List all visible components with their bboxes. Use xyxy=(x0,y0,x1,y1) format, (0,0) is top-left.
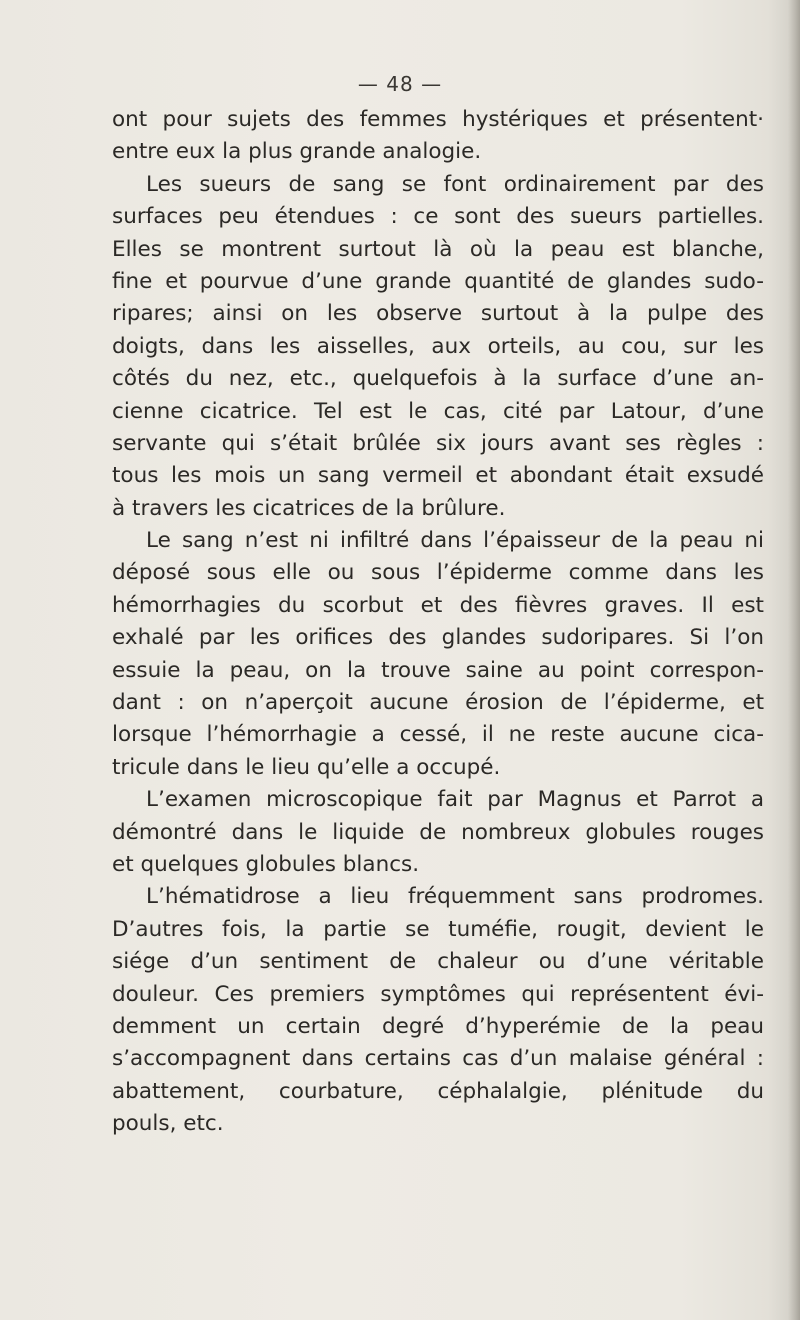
page-number: — 48 — xyxy=(357,72,443,96)
text-line: demment un certain degré d’hyperémie de la peau xyxy=(112,1013,764,1039)
text-line: L’examen microscopique fait par Magnus et Parrot a xyxy=(146,787,764,813)
text-line: ont pour sujets des femmes hystériques et présentent· xyxy=(112,107,764,132)
text-line: à travers les cicatrices de la brûlure. xyxy=(112,495,506,521)
text-line: D’autres fois, la partie se tuméfie, rougit, devient le xyxy=(112,916,764,942)
page-edge-shadow xyxy=(788,0,800,1320)
text-line: surfaces peu étendues : ce sont des sueurs partielles. xyxy=(112,204,764,230)
text-line: et quelques globules blancs. xyxy=(112,851,420,877)
text-line: hémorrhagies du scorbut et des fièvres graves. Il est xyxy=(112,592,764,618)
text-line: s’accompagnent dans certains cas d’un malaise général : xyxy=(112,1046,764,1072)
text-line: siége d’un sentiment de chaleur ou d’une véritable xyxy=(112,949,764,975)
text-line: doigts, dans les aisselles, aux orteils, au cou, sur les xyxy=(112,333,764,359)
text-line: entre eux la plus grande analogie. xyxy=(112,139,482,165)
text-line: démontré dans le liquide de nombreux globules rouges xyxy=(112,819,764,845)
text-line: tricule dans le lieu qu’elle a occupé. xyxy=(112,754,501,780)
text-line: douleur. Ces premiers symptômes qui représentent évi- xyxy=(112,981,764,1007)
text-line: servante qui s’était brûlée six jours avant ses règles : xyxy=(112,430,764,456)
text-line: dant : on n’aperçoit aucune érosion de l’épiderme, et xyxy=(112,690,764,716)
text-line: Les sueurs de sang se font ordinairement par des xyxy=(146,171,764,197)
text-line: cienne cicatrice. Tel est le cas, cité par Latour, d’une xyxy=(112,398,764,424)
text-line: fine et pourvue d’une grande quantité de glandes sudo- xyxy=(112,268,764,294)
text-line: L’hématidrose a lieu fréquemment sans prodromes. xyxy=(146,884,764,910)
text-line: abattement, courbature, céphalalgie, plénitude du xyxy=(112,1078,764,1104)
text-line: essuie la peau, on la trouve saine au point correspon- xyxy=(112,657,764,683)
text-line: Elles se montrent surtout là où la peau est blanche, xyxy=(112,236,764,262)
text-line: exhalé par les orifices des glandes sudoripares. Si l’on xyxy=(112,625,764,651)
text-line: déposé sous elle ou sous l’épiderme comme dans les xyxy=(112,560,764,586)
text-line: côtés du nez, etc., quelquefois à la surface d’une an- xyxy=(112,366,764,392)
text-line: pouls, etc. xyxy=(112,1111,224,1137)
text-line: Le sang n’est ni infiltré dans l’épaisseur de la peau ni xyxy=(146,528,764,554)
text-line: ripares; ainsi on les observe surtout à la pulpe des xyxy=(112,301,764,327)
text-line: lorsque l’hémorrhagie a cessé, il ne reste aucune cica- xyxy=(112,722,764,748)
text-line: tous les mois un sang vermeil et abondant était exsudé xyxy=(112,463,764,489)
body-text xyxy=(112,104,764,1141)
